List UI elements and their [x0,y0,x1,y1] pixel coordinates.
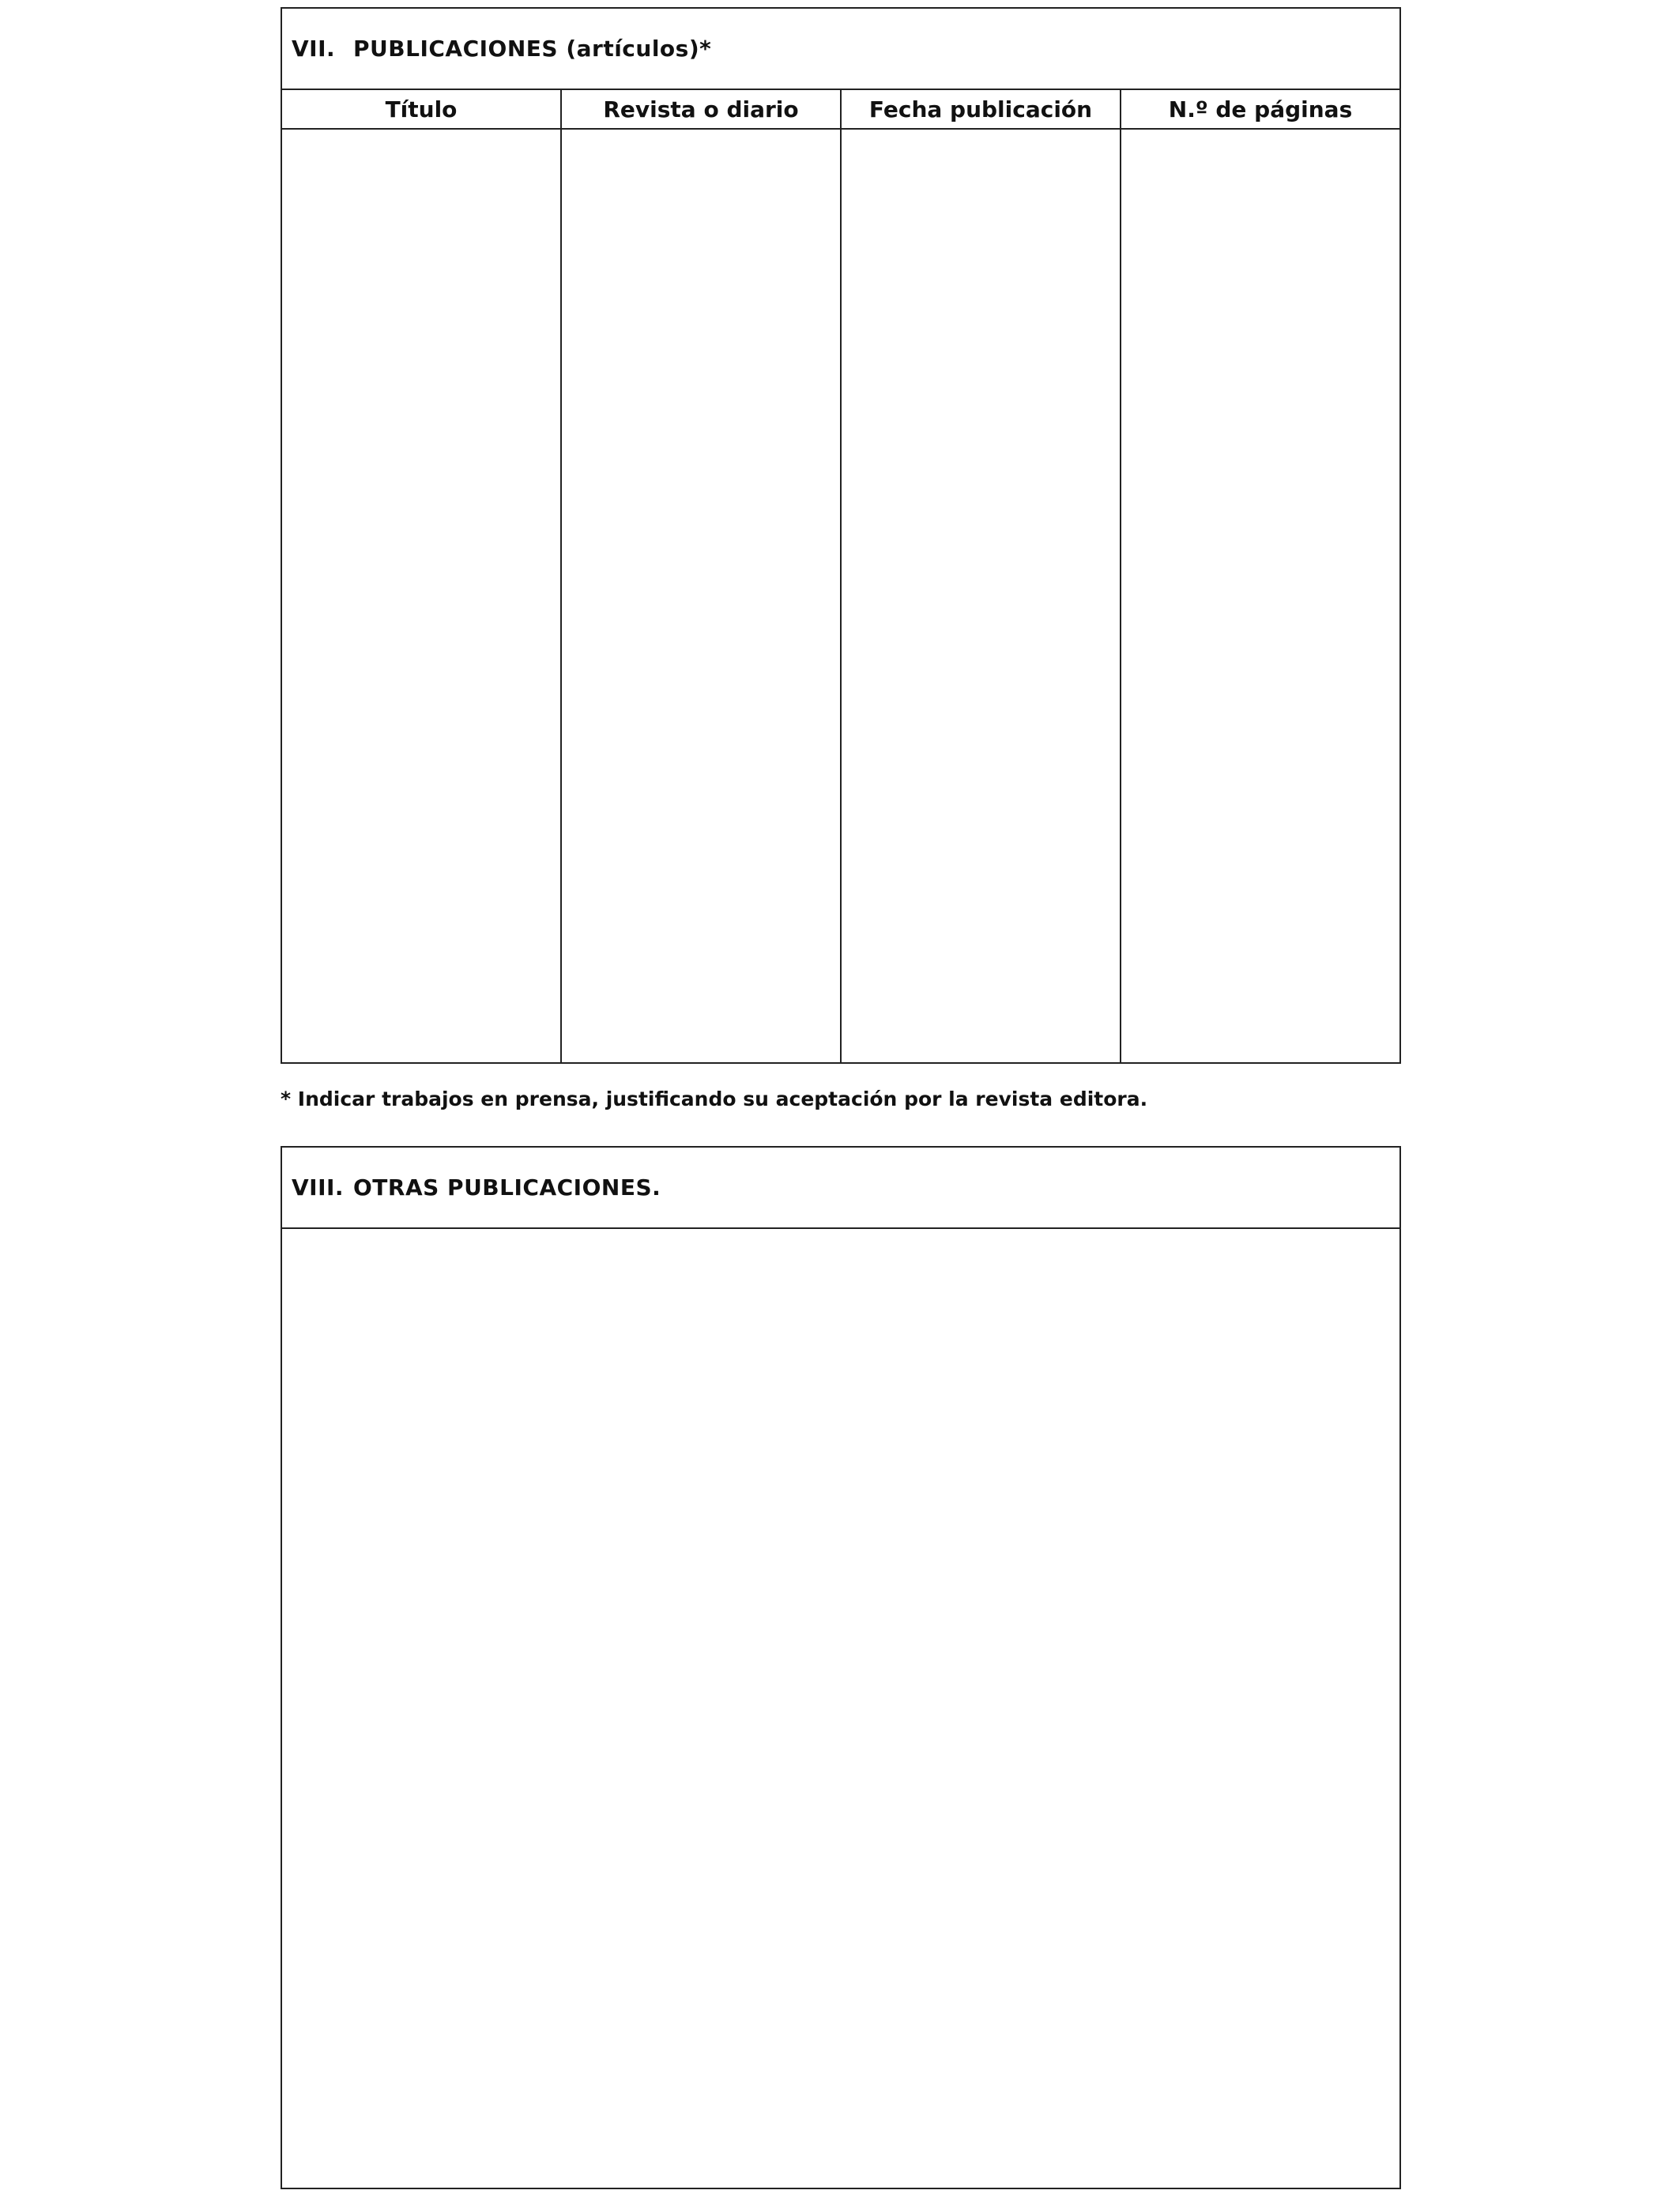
revista-entry-area[interactable] [562,130,842,1062]
section-viii-heading [282,1148,1399,1229]
publications-table [281,7,1401,1064]
section-viii-number: VIII. [292,1174,345,1201]
column-header-revista: Revista o diario [562,90,842,128]
section-viii-title: OTRAS PUBLICACIONES. [353,1174,661,1201]
other-publications-entry-area[interactable] [282,1229,1399,2188]
column-header-titulo: Título [282,90,562,128]
titulo-entry-area[interactable] [282,130,562,1062]
other-publications-box [281,1146,1401,2189]
section-vii-number: VII. [292,36,336,62]
section-vii-heading [282,9,1399,90]
paginas-entry-area[interactable] [1121,130,1399,1062]
table-header-row [282,90,1399,130]
footnote: * Indicar trabajos en prensa, justificando su aceptación por la revista editora. [281,1088,1148,1110]
table-body [282,130,1399,1062]
section-vii-title: PUBLICACIONES (artículos)* [353,36,712,62]
fecha-entry-area[interactable] [842,130,1121,1062]
column-header-fecha: Fecha publicación [842,90,1121,128]
column-header-paginas: N.º de páginas [1168,96,1353,123]
